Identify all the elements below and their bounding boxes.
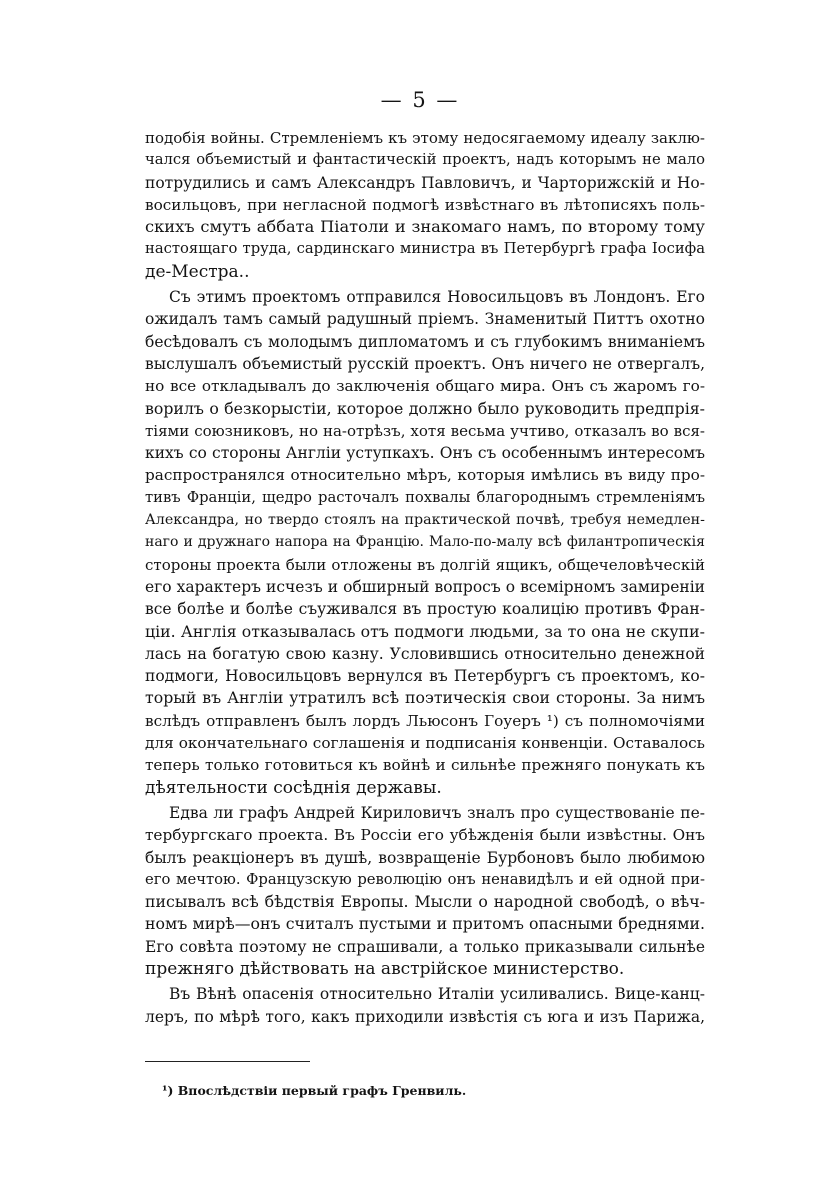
footnote: ¹) Впослѣдствіи первый графъ Гренвиль. xyxy=(162,1083,467,1098)
paragraph xyxy=(145,286,705,799)
text-line: теперь только готовиться къ войнѣ и сильнѣе прежняго понукать къ xyxy=(145,756,705,775)
text-line: восильцовъ, при негласной подмогѣ извѣстнаго въ лѣтописяхъ поль- xyxy=(145,195,705,214)
paragraph xyxy=(145,983,705,1028)
text-line: выслушалъ объемистый русскій проектъ. Онъ ничего не отвергалъ, xyxy=(145,354,705,373)
text-line: настоящаго труда, сардинскаго министра въ Петербургѣ графа Іосифа xyxy=(145,240,705,258)
text-line: подобія войны. Стремленіемъ къ этому недосягаемому идеалу заклю- xyxy=(145,129,705,147)
text-line: распространялся относительно мѣръ, которыя имѣлись въ виду про- xyxy=(145,466,705,485)
text-line: лась на богатую свою казну. Условившись относительно денежной xyxy=(145,644,705,663)
page-number: — 5 — xyxy=(380,88,460,112)
text-line: потрудились и самъ Александръ Павловичъ, и Чарторижскій и Но- xyxy=(145,173,705,192)
text-line: номъ мирѣ—онъ считалъ пустыми и притомъ опасными бреднями. xyxy=(145,914,705,934)
text-line: де-Местра.. xyxy=(145,261,250,282)
text-line: Съ этимъ проектомъ отправился Новосильцовъ въ Лондонъ. Его xyxy=(169,288,705,307)
text-line: Въ Вѣнѣ опасенія относительно Италіи усиливались. Вице-канц- xyxy=(169,985,705,1004)
text-line: писывалъ всѣ бѣдствія Европы. Мысли о народной свободѣ, о вѣч- xyxy=(145,892,705,912)
text-line: Александра, но твердо стоялъ на практической почвѣ, требуя немедлен- xyxy=(145,512,705,529)
text-line: былъ реакціонеръ въ душѣ, возвращеніе Бурбоновъ было любимою xyxy=(145,848,705,867)
text-line: его характеръ исчезъ и обширный вопросъ о всемірномъ замиреніи xyxy=(145,577,705,596)
text-line: Едва ли графъ Андрей Кириловичъ зналъ про существованіе пе- xyxy=(169,803,705,822)
body-text xyxy=(145,127,705,1028)
text-line: дѣятельности сосѣднія державы. xyxy=(145,777,442,798)
text-line: для окончательнаго соглашенія и подписанія конвенціи. Оставалось xyxy=(145,734,705,753)
text-line: ціи. Англія отказывалась отъ подмоги людьми, за то она не скупи- xyxy=(145,621,705,641)
text-line: наго и дружнаго напора на Францію. Мало-по-малу всѣ филантропическія xyxy=(145,534,705,551)
text-line: его мечтою. Французскую революцію онъ ненавидѣлъ и ей одной при- xyxy=(145,870,705,888)
text-line: кихъ со стороны Англіи уступкахъ. Онъ съ особеннымъ интересомъ xyxy=(145,444,705,463)
text-line: бесѣдовалъ съ молодымъ дипломатомъ и съ глубокимъ вниманіемъ xyxy=(145,332,705,351)
text-line: все болѣе и болѣе съуживался въ простую коалицію противъ Фран- xyxy=(145,600,705,619)
text-line: ожидалъ тамъ самый радушный пріемъ. Знаменитый Питтъ охотно xyxy=(145,310,705,329)
paragraph xyxy=(145,802,705,980)
text-line: подмоги, Новосильцовъ вернулся въ Петербургъ съ проектомъ, ко- xyxy=(145,667,705,686)
paragraph xyxy=(145,127,705,283)
text-line: чался объемистый и фантастическій проектъ, надъ которымъ не мало xyxy=(145,151,705,169)
text-line: тивъ Франціи, щедро расточалъ похвалы благороднымъ стремленіямъ xyxy=(145,488,705,506)
text-line: торый въ Англіи утратилъ всѣ поэтическія свои стороны. За нимъ xyxy=(145,688,705,708)
text-line: тербургскаго проекта. Въ Россіи его убѣжденія были извѣстны. Онъ xyxy=(145,826,705,845)
text-line: но все откладывалъ до заключенія общаго мира. Онъ съ жаромъ го- xyxy=(145,377,705,396)
text-line: прежняго дѣйствовать на австрійское министерство. xyxy=(145,958,625,979)
footnote-divider xyxy=(145,1061,310,1062)
text-line: скихъ смутъ аббата Піатоли и знакомаго намъ, по второму тому xyxy=(145,217,705,237)
text-line: ворилъ о безкорыстіи, которое должно было руководить предпрія- xyxy=(145,398,705,418)
text-line: вслѣдъ отправленъ былъ лордъ Льюсонъ Гоуеръ ¹) съ полномочіями xyxy=(145,711,705,730)
text-line: тіями союзниковъ, но на-отрѣзъ, хотя весьма учтиво, отказалъ во вся- xyxy=(145,421,705,440)
text-line: Его совѣта поэтому не спрашивали, а только приказывали сильнѣе xyxy=(145,937,705,956)
text-line: леръ, по мѣрѣ того, какъ приходили извѣстія съ юга и изъ Парижа, xyxy=(145,1007,705,1026)
text-line: стороны проекта были отложены въ долгій ящикъ, общечеловѣческій xyxy=(145,555,705,574)
